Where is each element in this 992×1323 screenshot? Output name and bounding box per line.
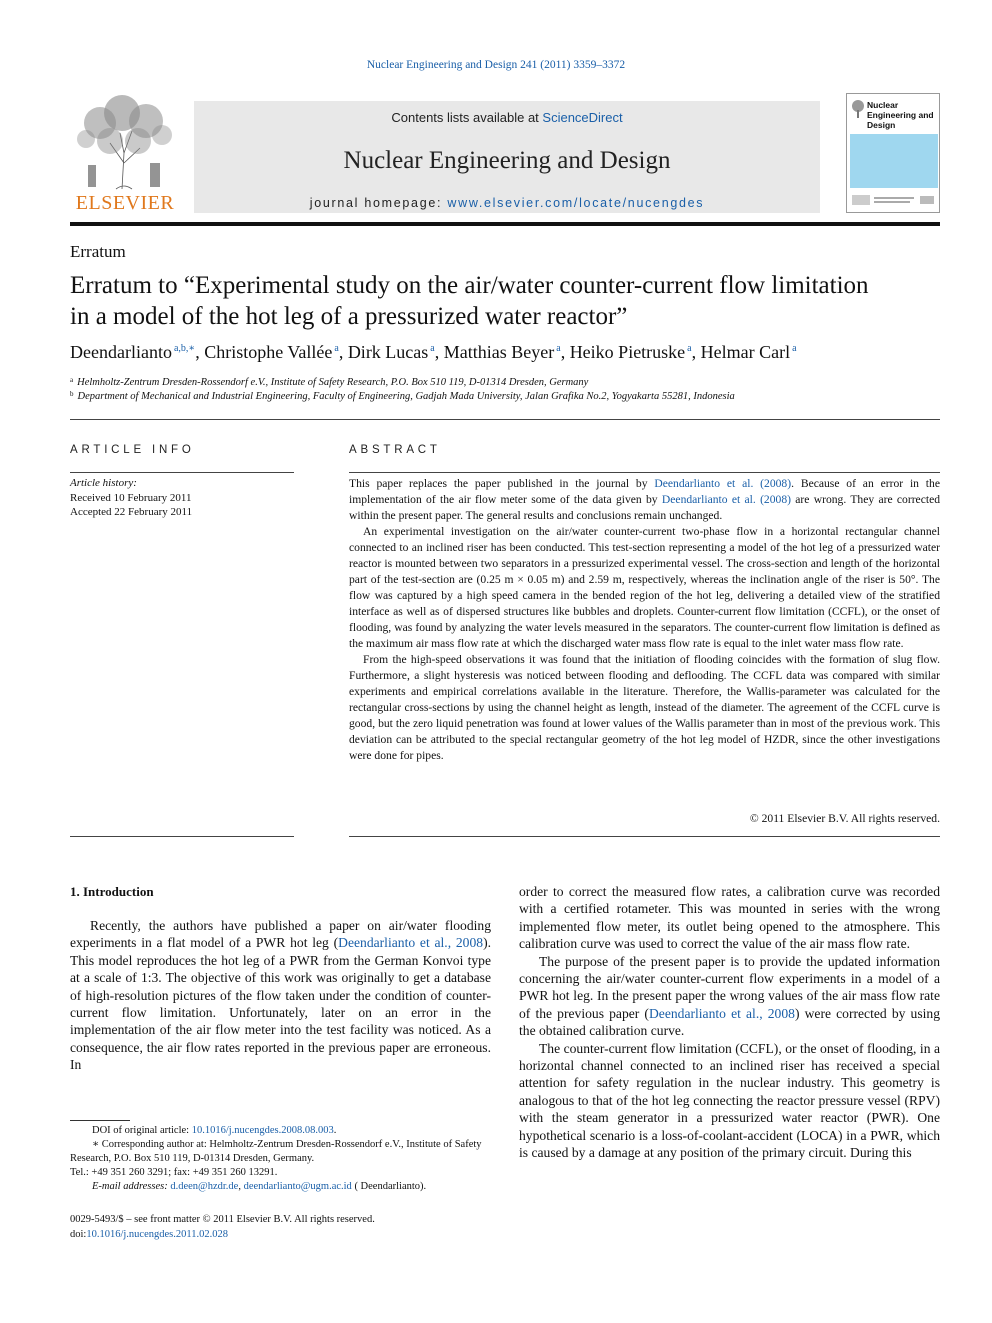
author-affiliation-mark[interactable]: a [430,343,435,354]
reference-link[interactable]: Deendarlianto et al. (2008) [661,493,791,506]
email-link[interactable]: d.deen@hzdr.de [170,1181,239,1192]
front-matter [70,1212,491,1242]
email-note [70,1180,491,1194]
homepage-prefix: journal homepage: [309,196,448,210]
abstract-text: . Because of an error in the implementation of the air flow meter some of the data given by [349,477,940,506]
sciencedirect-link[interactable]: ScienceDirect [542,110,623,125]
email-link[interactable]: deendarlianto@ugm.ac.id [243,1181,352,1192]
journal-title: Nuclear Engineering and Design [343,147,671,174]
elsevier-logo[interactable] [70,93,180,215]
journal-banner [194,101,820,213]
email-label: E-mail addresses: [92,1181,171,1192]
author-affiliation-mark[interactable]: a,b,∗ [173,343,196,354]
reference-link[interactable]: Deendarlianto et al., 2008 [648,1005,795,1021]
affiliation-mark: b [70,390,74,398]
body-text: Recently, the authors have published a paper on air/water flooding experiments in a flat model of a PWR hot leg ( [70,918,491,951]
cover-title: Nuclear Engineering and Design [867,100,934,130]
abstract-paragraph [349,476,940,524]
footnote-text: . [333,1125,337,1136]
article-info-heading: ARTICLE INFO [70,444,195,456]
title-line-2: in a model of the hot leg of a pressurized water reactor” [70,303,628,330]
issn-line: 0029-5493/$ – see front matter © 2011 Elsevier B.V. All rights reserved. [70,1214,375,1225]
author-name: Dirk Lucas [347,342,429,362]
abstract-heading: ABSTRACT [349,444,441,456]
received-date: Received 10 February 2011 [70,491,192,504]
author-name: Helmar Carl [700,342,791,362]
author-list: Deendarlianto $^{a,b,∗}$, Christophe Vallée $^a$, Dirk Lucas $^a$, Matthias Beyer $^a$, Heiko Pietruske $^a$, Helmar Carl $^a$ [70,342,797,362]
doi-prefix: doi: [70,1229,87,1240]
original-doi-link[interactable]: 10.1016/j.nucengdes.2008.08.003 [191,1125,334,1136]
journal-cover-thumbnail[interactable] [846,93,940,213]
doi-link[interactable]: 10.1016/j.nucengdes.2011.02.028 [86,1229,228,1240]
author-affiliation-mark[interactable]: a [556,343,561,354]
abstract-rule [349,472,940,473]
doi-line [70,1227,491,1242]
author-affiliation-mark[interactable]: a [334,343,339,354]
article-title [70,270,950,332]
contact-numbers: Tel.: +49 351 260 3291; fax: +49 351 260 13291. [70,1167,278,1178]
article-info-rule [70,472,294,473]
abstract-end-rule [349,836,940,837]
journal-citation[interactable]: Nuclear Engineering and Design 241 (2011) 3359–3372 [366,59,626,71]
author-affiliation-mark[interactable]: a [687,343,692,354]
footnote-rule [70,1120,130,1121]
body-text: ) were corrected by using the obtained calibration curve. [519,1005,940,1039]
article-type: Erratum [70,242,126,261]
footnote-text: , [238,1181,244,1192]
corresponding-author-note: ∗ Corresponding author at: Helmholtz-Zentrum Dresden-Rossendorf e.V., Institute of Safety Research, P.O. Box 510 119, D-01314 Dresden, Germany. [70,1139,482,1164]
introduction-heading: 1. Introduction [70,884,154,899]
body-paragraph [519,953,940,1040]
original-doi-note [70,1124,491,1138]
contents-prefix: Contents lists available at [391,110,543,125]
abstract-text: are wrong. They are corrected within the present paper. The general results and conclusions remain unchanged. [349,493,941,522]
article-history [70,476,294,520]
contents-line [194,110,820,125]
abstract-paragraph: From the high-speed observations it was found that the initiation of flooding coincides with the formation of slug flow. Furthermore, a slight hysteresis was noticed between flooding and deflooding. The CCFL data was compared with similar experiments and empirical correlations available in the literature. Therefore, the Wallis-parameter was calculated for the rectangular cross-sections by using the channel height as length, instead of the diameter. The agreement of the CCFL curve is good, but the zero liquid penetration was found at lower values of the Wallis parameter than in most of the previous work. This deviation can be attributed to the special rectangular geometry of the hot leg model of HZDR, since the other investigations were done for pipes. [349,653,940,762]
reference-link[interactable]: Deendarlianto et al., 2008 [338,935,484,951]
elsevier-wordmark: ELSEVIER [75,192,175,214]
affiliation-b [70,390,950,402]
body-column-left [70,917,491,1074]
footnotes [70,1124,491,1194]
footnote-text: DOI of original article: [92,1125,192,1136]
body-text: ). This model reproduces the hot leg of a PWR from the German Konvoi type at a scale of 1:3. The objective of this work was originally to get a database of high-resolution pictures of the flow taken under the condition of counter-current flow limitation. Unfortunately, later on an error in the implementation of the air flow meter into the test facility was noticed. As a consequence, the air flow rates reported in the previous paper are erroneous. In [70,935,491,1073]
affiliation-text: Helmholtz-Zentrum Dresden-Rossendorf e.V., Institute of Safety Research, P.O. Box 510 119, D-01314 Dresden, Germany [77,377,589,388]
cover-color-band [850,134,938,188]
homepage-line [194,196,820,210]
body-column-right [519,883,940,1162]
footnote-text: ( Deendarlianto). [351,1181,427,1192]
header-rule [70,222,940,226]
accepted-date: Accepted 22 February 2011 [70,506,193,518]
section-rule [70,419,940,420]
history-label: Article history: [70,477,137,489]
body-paragraph [70,917,491,1074]
author-name: Christophe Vallée [204,342,333,362]
elsevier-tree-icon [70,93,180,191]
homepage-link[interactable]: www.elsevier.com/locate/nucengdes [447,196,705,210]
reference-link[interactable]: Deendarlianto et al. (2008) [654,477,792,490]
affiliation-mark: a [70,376,74,384]
author-name: Matthias Beyer [443,342,555,362]
body-text: The purpose of the present paper is to provide the updated information concerning the air/water counter-current flow experiments in a model of a PWR hot leg. In the present paper the wrong values of the air mass flow rate of the previous paper ( [519,953,940,1021]
affiliation-text: Department of Mechanical and Industrial Engineering, Faculty of Engineering, Gadjah Mada University, Jalan Grafika No.2, Yogyakarta 55281, Indonesia [77,391,735,402]
author-name: Heiko Pietruske [569,342,686,362]
abstract-body [349,476,940,764]
abstract-text: This paper replaces the paper published in the journal by [349,477,655,490]
journal-header [70,93,940,215]
copyright-notice: © 2011 Elsevier B.V. All rights reserved. [749,812,940,825]
body-paragraph: order to correct the measured flow rates, a calibration curve was recorded with a certified rotameter. This was mounted in series with the wrong implemented flow meter, its outlet being opened to the atmosphere. This calibration curve was used to correct the value of the air mass flow rate. [519,884,940,952]
article-info-end-rule [70,836,294,837]
abstract-paragraph: An experimental investigation on the air/water counter-current two-phase flow in a horizontal rectangular channel connected to an inclined riser has been conducted. This test-section representing a model of the hot leg of a pressurized water reactor is mounted between two separators in a pressurized experimental vessel. The cross-section and length of the horizontal part of the test-section are (0.25 m × 0.05 m) and 2.59 m, respectively, whereas the inclination angle of the riser is 50°. The flow was captured by a high speed camera in the bended region of the hot leg, delivering a detailed view of the stratified interface as well as of dispersed structures like bubbles and droplets. Counter-current flow limitation (CCFL), or the onset of flooding, was found by analyzing the water levels measured in the separators. The counter-current flow limitation is defined as the maximum air mass flow rate at which the discharged water mass flow rate is equal to the inlet water mass flow rate. [349,525,940,650]
affiliation-a [70,376,950,388]
cover-footer-graphic [850,192,938,210]
cover-tree-icon [850,99,866,119]
author-affiliation-mark[interactable]: a [792,343,797,354]
author-name: Deendarlianto [70,342,172,362]
title-line-1: Erratum to “Experimental study on the air/water counter-current flow limitation [70,272,869,299]
body-paragraph: The counter-current flow limitation (CCFL), or the onset of flooding, in a horizontal channel connected to an inclined riser has received a special attention for safety regulation in the nuclear industry. This geometry is analogous to that of the hot leg connecting the reactor pressure vessel (RPV) with the steam generator in a pressurized water reactor (PWR). One hypothetical scenario is a loss-of-coolant-accident (LOCA) in a PWR, which is caused by a damage at any position of the primary circuit. During this [519,1040,940,1161]
